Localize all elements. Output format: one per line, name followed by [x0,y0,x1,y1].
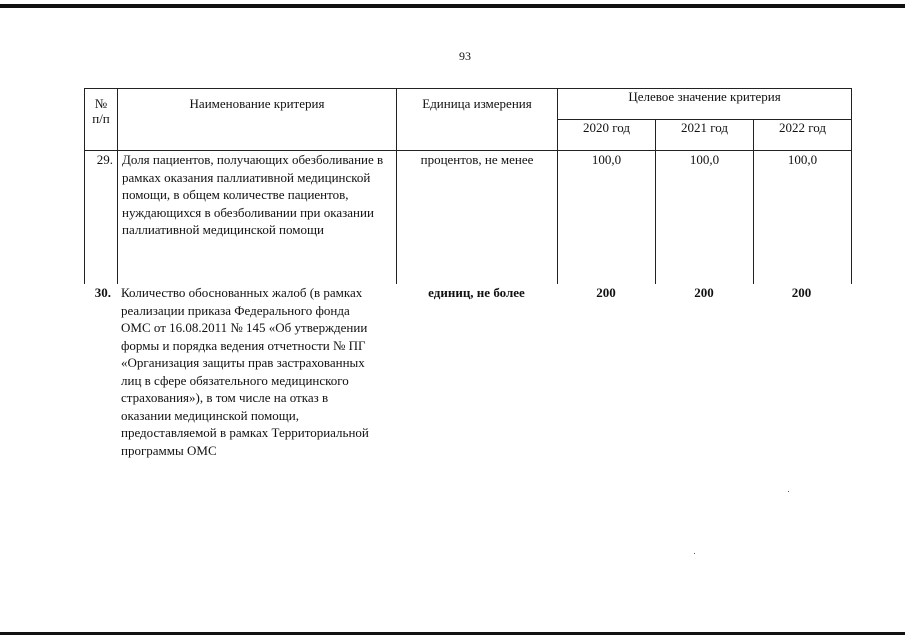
header-number-label: № п/п [92,96,110,126]
value-2021: 200 [694,285,714,300]
value-2020: 100,0 [558,151,656,285]
criterion-name: Доля пациентов, получающих обезболивание в рамках оказания паллиативной медицинской помощи, в общем количестве пациентов, нуждающихся в обезболивании при оказании паллиативной медицинской помощи [118,151,397,285]
header-criterion-name: Наименование критерия [118,89,397,151]
table-row [85,151,852,285]
unit-of-measure: процентов, не менее [397,151,558,285]
page-number: 93 [459,49,471,63]
scan-speck [694,553,695,554]
criteria-table [84,88,852,284]
header-year-2020: 2020 год [558,120,656,151]
top-border-rule [0,4,905,8]
bottom-border-rule [0,632,905,635]
header-number [85,89,118,151]
value-2021: 100,0 [656,151,754,285]
header-unit: Единица измерения [397,89,558,151]
row-number: 30. [94,285,111,300]
value-2022: 200 [791,285,812,300]
unit-of-measure: единиц, не более [428,285,525,300]
value-2022: 100,0 [754,151,852,285]
scan-speck [788,491,789,492]
value-2020: 200 [596,285,616,300]
header-year-2021: 2021 год [656,120,754,151]
criterion-name: Количество обоснованных жалоб (в рамках реализации приказа Федерального фонда ОМС от 16.08.2011 № 145 «Об утверждении формы и порядка ведения отчетности № ПГ «Организация защиты прав застрахованных лиц в сфере обязательного медицинского страхования»), в том числе на отказ в оказании медицинской помощи, предоставляемой в рамках Территориальной программы ОМС [121,285,369,458]
header-target-value: Целевое значение критерия [558,89,852,120]
header-year-2022: 2022 год [754,120,852,151]
row-number: 29. [85,151,118,285]
